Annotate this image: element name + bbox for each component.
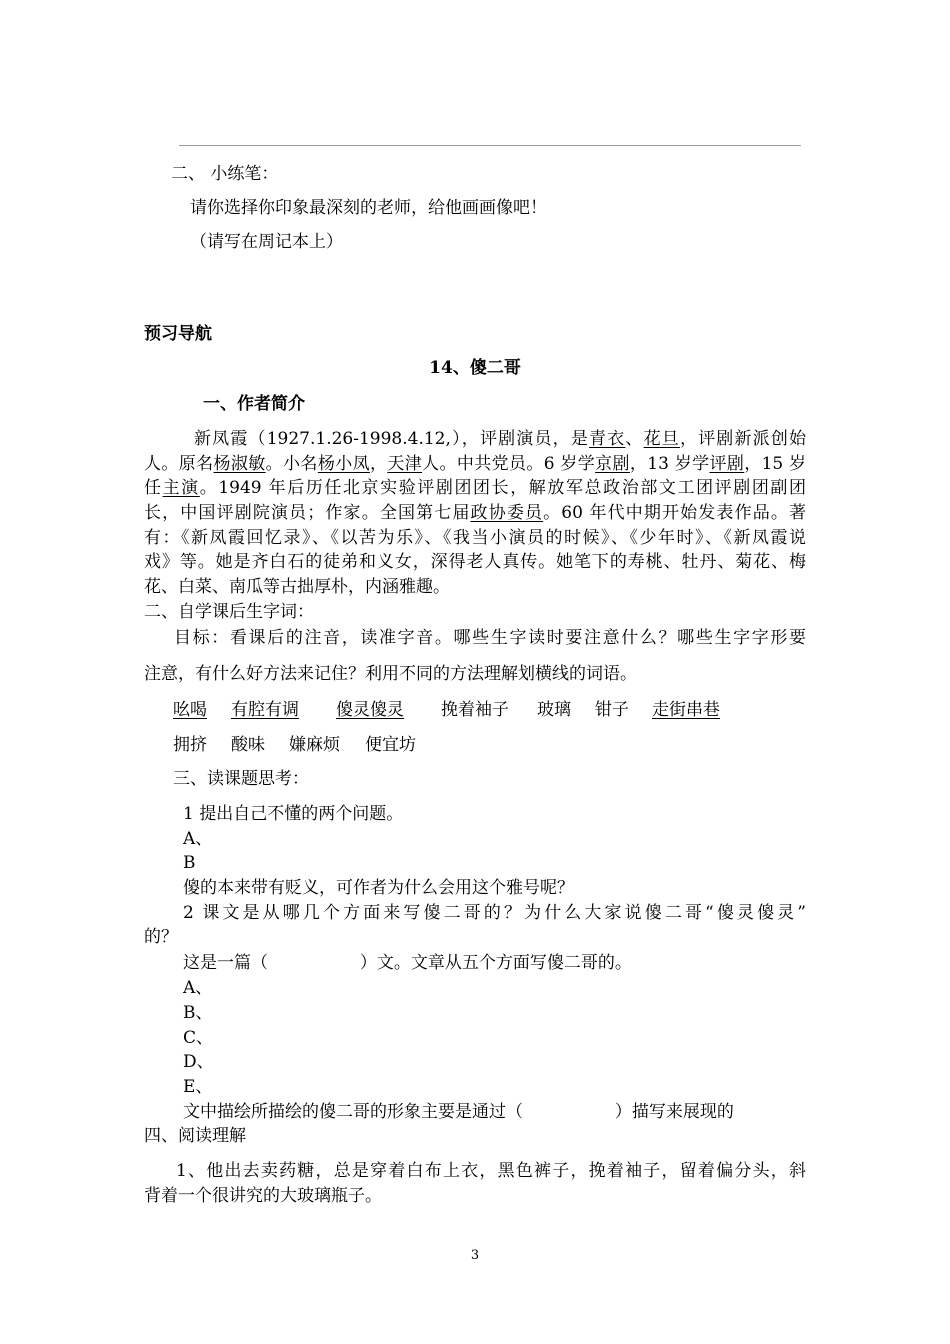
- think-q1-extra: 傻的本来带有贬义，可作者为什么会用这个雅号呢？: [183, 878, 574, 898]
- author-heading: 一、作者简介: [203, 394, 305, 414]
- think-heading: 三、读课题思考：: [173, 769, 309, 789]
- link-yangshumin[interactable]: 杨淑敏: [213, 454, 266, 474]
- bio-line-7: 花、白菜、南瓜等古拙厚朴，内涵雅趣。: [144, 577, 450, 597]
- bio-line-4: 长，中国评剧院演员；作家。全国第七届政协委员。60 年代中期开始发表作品。著: [144, 503, 806, 523]
- reading-line-1: 1、他出去卖药糖，总是穿着白布上衣，黑色裤子，挽着袖子，留着偏分头，斜: [176, 1161, 806, 1181]
- think-option-c: C、: [183, 1028, 214, 1048]
- link-jingju[interactable]: 京剧: [595, 454, 630, 474]
- vocab-goal-line-1: 目标：看课后的注音，读准字音。哪些生字读时要注意什么？哪些生字字形要: [174, 628, 806, 648]
- word-youqiangyoudiao: 有腔有调: [231, 700, 299, 720]
- word-boli: 玻璃: [537, 700, 571, 720]
- think-description: 文中描绘所描绘的傻二哥的形象主要是通过（ ）描写来展现的: [183, 1102, 734, 1122]
- word-yaohe: 吆喝: [173, 700, 207, 720]
- word-qianzi: 钳子: [595, 700, 629, 720]
- think-option-d: D、: [183, 1052, 214, 1072]
- link-pingju[interactable]: 评剧: [709, 454, 745, 474]
- word-wanzhexiuzi: 挽着袖子: [441, 700, 509, 720]
- think-option-e: E、: [183, 1077, 213, 1097]
- think-q2-line-2: 的？: [144, 927, 178, 947]
- word-suanwei: 酸味: [231, 735, 265, 755]
- lesson-title: 14、傻二哥: [429, 358, 521, 378]
- link-tianjin[interactable]: 天津: [387, 454, 423, 474]
- think-option-b: B、: [183, 1003, 213, 1023]
- bio-line-5: 有：《新凤霞回忆录》、《以苦为乐》、《我当小演员的时候》、《少年时》、《新凤霞说: [144, 528, 806, 548]
- guide-label: 预习导航: [144, 324, 212, 344]
- bio-line-6: 戏》等。她是齐白石的徒弟和义女，深得老人真传。她笔下的寿桃、牡丹、菊花、梅: [144, 552, 806, 572]
- word-pianyifang: 便宜坊: [365, 735, 416, 755]
- think-q2-line-1: 2 课文是从哪几个方面来写傻二哥的？为什么大家说傻二哥“傻灵傻灵”: [183, 903, 806, 923]
- link-zhuyan[interactable]: 主演: [162, 478, 200, 498]
- bio-line-3: 任主演。1949 年后历任北京实验评剧团团长，解放军总政治部文工团评剧团副团: [144, 478, 807, 498]
- bio-line-1: 新凤霞（1927.1.26-1998.4.12,），评剧演员，是青衣、花旦，评剧新派创始: [194, 429, 807, 449]
- reading-line-2: 背着一个很讲究的大玻璃瓶子。: [144, 1186, 382, 1206]
- word-zoujiechuanxiang: 走街串巷: [652, 700, 720, 720]
- vocab-goal-line-2: 注意，有什么好方法来记住？利用不同的方法理解划横线的词语。: [144, 664, 637, 684]
- practice-prompt: 请你选择你印象最深刻的老师，给他画画像吧！: [190, 198, 547, 218]
- vocab-heading: 二、自学课后生字词：: [144, 602, 314, 622]
- link-huadan[interactable]: 花旦: [643, 429, 680, 449]
- think-option-a: A、: [183, 978, 213, 998]
- reading-heading: 四、阅读理解: [144, 1126, 246, 1146]
- word-shalingshaling: 傻灵傻灵: [336, 700, 404, 720]
- link-qingyi[interactable]: 青衣: [589, 429, 626, 449]
- top-separator-line: [179, 145, 801, 146]
- think-fill-blank: 这是一篇（ ）文。文章从五个方面写傻二哥的。: [183, 953, 632, 973]
- link-zhengxie[interactable]: 政协委员: [470, 503, 544, 523]
- think-q1-a: A、: [183, 829, 213, 849]
- link-yangxiaofeng[interactable]: 杨小凤: [317, 454, 370, 474]
- page-number: 3: [470, 1248, 480, 1263]
- bio-line-2: 人。原名杨淑敏。小名杨小凤，天津人。中共党员。6 岁学京剧，13 岁学评剧，15 岁: [144, 454, 807, 474]
- think-q1-b: B: [183, 853, 196, 873]
- word-yongji: 拥挤: [173, 735, 207, 755]
- practice-note: （请写在周记本上）: [190, 232, 343, 252]
- word-xianmafan: 嫌麻烦: [289, 735, 340, 755]
- think-q1: 1 提出自己不懂的两个问题。: [183, 804, 404, 824]
- practice-heading: 二、 小练笔：: [171, 164, 279, 184]
